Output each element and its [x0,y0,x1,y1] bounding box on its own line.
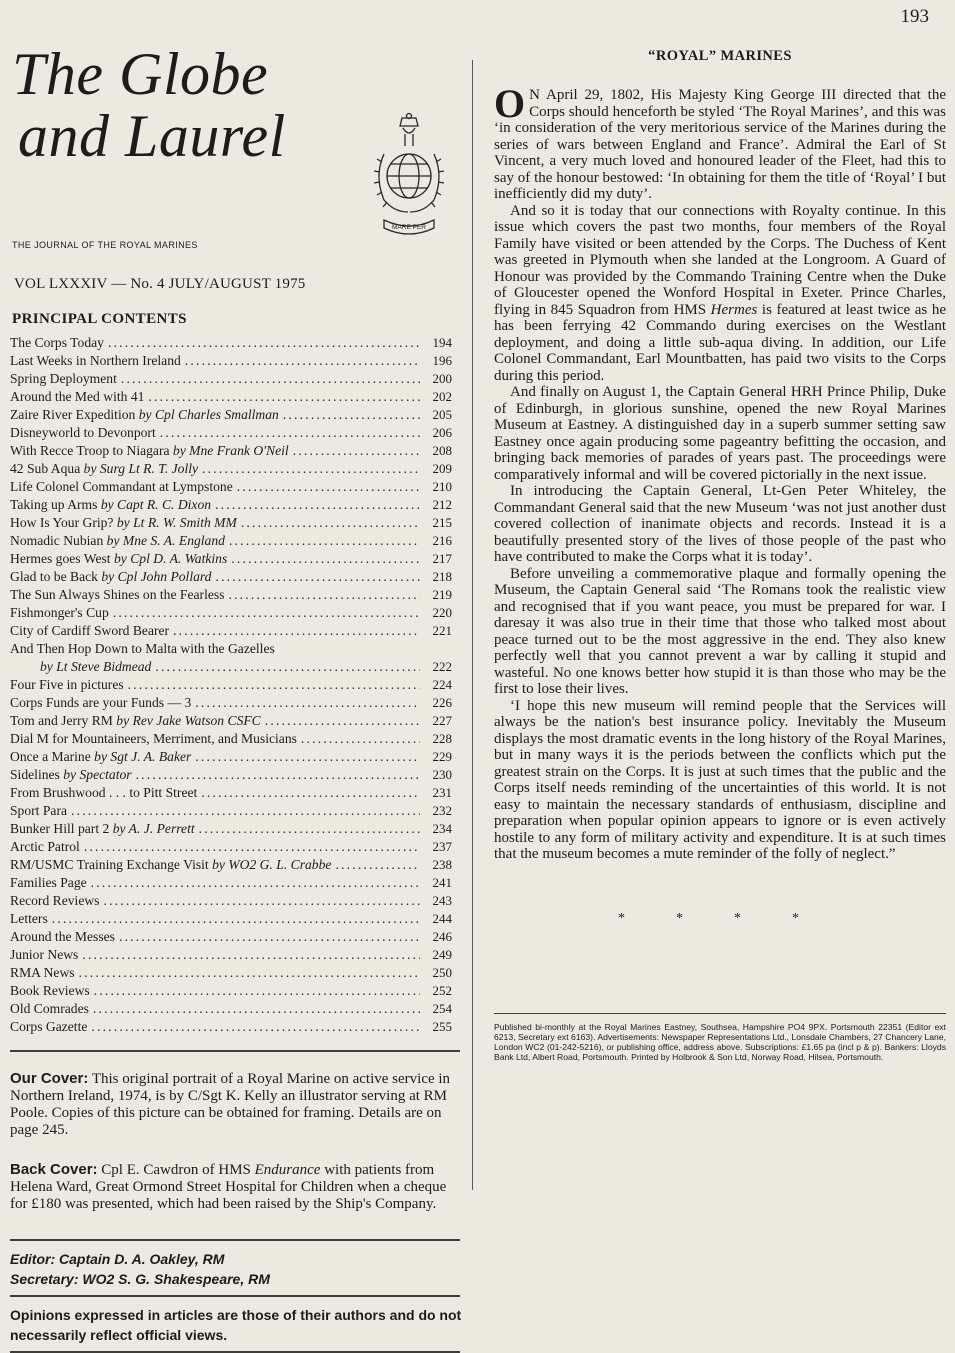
contents-entry-author: by Rev Jake Watson CSFC [116,713,261,728]
contents-entry-title: Hermes goes West by Cpl D. A. Watkins [10,551,228,566]
contents-entry-author: by Mne Frank O'Neil [172,443,289,458]
contents-entry-title: Around the Messes [10,929,115,944]
dot-leader [335,856,420,874]
contents-entry-page: 227 [432,713,452,728]
article-ship-name: Hermes [710,301,758,318]
page-number: 193 [900,6,929,27]
contents-entry-title: Life Colonel Commandant at Lympstone [10,479,233,494]
magazine-title-line-2: and Laurel [18,103,286,169]
dot-leader [201,784,420,802]
article-paragraph-3: And finally on August 1, the Captain General HRH Prince Philip, Duke of Edinburgh, in glorious sunshine, opened the new Royal Marines Museum at Eastney. A distinguished day in a superb summer setting saw Eastney once again producing some pageantry befitting the occasion, and bringing back memories of parades of years past. The proceedings were comparatively informal and will be covered pictorially in the next issue. [494,384,946,483]
contents-entry-page: 244 [432,911,452,926]
back-cover-text-after: with patients from Helena Ward, Great Ormond Street Hospital for Children when a cheque for £180 was presented, which had been raised by the Ship's Company. [10,1162,447,1212]
dot-leader [93,1000,420,1018]
contents-entry [10,334,462,352]
contents-entry-title: Old Comrades [10,1001,89,1016]
contents-entry [10,748,462,766]
dot-leader [195,694,420,712]
contents-list [10,334,462,1036]
contents-entry-author: by WO2 G. L. Crabbe [212,857,332,872]
article-title: “ROYAL” MARINES [648,48,792,64]
journal-tagline: THE JOURNAL OF THE ROYAL MARINES [12,240,198,250]
dot-leader [293,442,420,460]
dot-leader [195,748,420,766]
article-paragraph-2-part-b: is featured at least twice as he has been ferrying 42 Commando during exercises on the Westlant deployment, and doing a little sub-aqua diving. In addition, our Life Colonel Commandant, Earl Mountbatten, has paid two visits to the Corps during this period. [494,301,946,384]
dot-leader [91,1018,420,1036]
back-cover-note [10,1161,462,1213]
emblem-motto: MARE PER [392,224,426,231]
article-paragraph-1-text: N April 29, 1802, His Majesty King George III directed that the Corps should henceforth be styled ‘The Royal Marines’, and this was ‘in consideration of the very meritorious service of the Marines during the series of wars between England and France’. Admiral the Earl of St Vincent, a very much loved and honoured leader of the Fleet, had this to say of the honour bestowed: ‘In obtaining for them the title of ‘Royal’ I but inefficiently did my duty’. [494,87,946,202]
contents-entry-page: 196 [432,353,452,368]
contents-entry-page: 215 [432,515,452,530]
column-divider [472,60,473,1190]
contents-entry [10,946,462,964]
credits-rule-top [10,1239,460,1241]
contents-entry [10,460,462,478]
dot-leader [113,604,420,622]
contents-entry-title: Arctic Patrol [10,839,80,854]
contents-entry-page: 241 [432,875,452,890]
contents-entry [10,856,462,874]
dot-leader [185,352,420,370]
contents-entry [10,406,462,424]
contents-entry [10,496,462,514]
contents-entry-title: From Brushwood . . . to Pitt Street [10,785,198,800]
dot-leader [52,910,420,928]
contents-entry-title: RMA News [10,965,75,980]
dot-leader [228,586,420,604]
contents-entry-title: How Is Your Grip? by Lt R. W. Smith MM [10,515,237,530]
contents-entry [10,550,462,568]
contents-entry-title: Disneyworld to Devonport [10,425,156,440]
contents-entry-page: 206 [432,425,452,440]
contents-entry-author: by A. J. Perrett [112,821,195,836]
publication-rule [494,1013,946,1014]
contents-entry-page: 246 [432,929,452,944]
contents-entry-author: by Surg Lt R. T. Jolly [83,461,199,476]
our-cover-text: This original portrait of a Royal Marine on active service in Northern Ireland, 1974, is by C/Sgt K. Kelly an illustrator serving at RM Poole. Copies of this picture can be obtained for framing. Details are on page 245. [10,1071,451,1138]
magazine-title-line-1: The Globe [12,41,269,107]
dot-leader [82,946,420,964]
contents-entry-title: The Corps Today [10,335,104,350]
contents-entry-title: Letters [10,911,48,926]
contents-entry [10,514,462,532]
contents-entry-page: 249 [432,947,452,962]
contents-entry-page: 216 [432,533,452,548]
contents-entry [10,388,462,406]
contents-entry-title: Bunker Hill part 2 by A. J. Perrett [10,821,195,836]
credits-rule-bottom [10,1295,460,1297]
contents-entry-author: by Capt R. C. Dixon [100,497,212,512]
dot-leader [103,892,420,910]
contents-entry [10,658,462,676]
article-paragraph-6: ‘I hope this new museum will remind people that the Services will always be the nation's best insurance policy. Inevitably the Museum displays the most dramatic events in the long history of the Royal Marines, but in many ways it is the periods between the conflicts which put the greatest strain on the Corps. It is just at such times that the public and the Corps itself needs reminding of the uncertainties of this world. It is not easy to maintain the necessary standards of enthusiasm, discipline and preparation when popular opinion appears to ignore or is even actively hostile to any form of military activity and expenditure. It is at such times that the museum becomes a mute reminder of the folly of neglect.” [494,697,946,862]
contents-entry-page: 194 [432,335,452,350]
contents-entry [10,928,462,946]
contents-entry-page: 202 [432,389,452,404]
contents-entry-author: by Cpl Charles Smallman [138,407,279,422]
contents-entry-title: Record Reviews [10,893,100,908]
contents-entry-title: Spring Deployment [10,371,117,386]
contents-entry [10,640,462,658]
editor-credit: Editor: Captain D. A. Oakley, RM [10,1251,225,1267]
dot-leader [241,514,420,532]
contents-entry-page: 219 [432,587,452,602]
contents-entry-page: 228 [432,731,452,746]
contents-entry [10,910,462,928]
dot-leader [237,478,420,496]
contents-entry [10,352,462,370]
star-ornament: * [676,910,683,926]
our-cover-note [10,1070,462,1139]
contents-entry [10,532,462,550]
star-ornament: * [618,910,625,926]
contents-entry [10,1018,462,1036]
dot-leader [84,838,420,856]
opinion-disclaimer: Opinions expressed in articles are those of their authors and do not necessarily reflect official views. [10,1307,462,1343]
contents-entry-title: Fishmonger's Cup [10,605,109,620]
contents-entry-page: 229 [432,749,452,764]
contents-entry [10,586,462,604]
star-ornament: * [734,910,741,926]
contents-entry-title: 42 Sub Aqua by Surg Lt R. T. Jolly [10,461,199,476]
contents-entry-page: 200 [432,371,452,386]
contents-entry [10,892,462,910]
contents-entry-title: Four Five in pictures [10,677,124,692]
back-cover-label: Back Cover: [10,1161,98,1178]
contents-entry-title: RM/USMC Training Exchange Visit by WO2 G. L. Crabbe [10,857,332,872]
contents-entry-page: 224 [432,677,452,692]
contents-entry [10,838,462,856]
dot-leader [121,370,420,388]
back-cover-text-before: Cpl E. Cawdron of HMS [97,1162,255,1178]
contents-entry-page: 255 [432,1019,452,1034]
contents-entry-author: by Spectator [63,767,132,782]
contents-entry [10,820,462,838]
dot-leader [136,766,420,784]
contents-entry [10,694,462,712]
secretary-credit: Secretary: WO2 S. G. Shakespeare, RM [10,1271,270,1287]
dot-leader [128,676,420,694]
contents-entry-title: Once a Marine by Sgt J. A. Baker [10,749,192,764]
contents-entry [10,982,462,1000]
contents-entry-title: The Sun Always Shines on the Fearless [10,587,225,602]
contents-entry-page: 230 [432,767,452,782]
dot-leader [265,712,420,730]
contents-entry-title: Tom and Jerry RM by Rev Jake Watson CSFC [10,713,261,728]
contents-entry-title: Sport Para [10,803,68,818]
dot-leader [79,964,420,982]
contents-entry-author: by Lt Steve Bidmead [40,659,152,674]
dot-leader [173,622,420,640]
article-paragraph-1 [494,81,946,203]
contents-entry-page: 254 [432,1001,452,1016]
credits [10,1249,462,1289]
contents-entry [10,478,462,496]
contents-entry-author: by Lt R. W. Smith MM [116,515,237,530]
contents-entry [10,766,462,784]
contents-entry-page: 237 [432,839,452,854]
globe-and-laurel-emblem-icon [368,112,450,240]
contents-entry-title: With Recce Troop to Niagara by Mne Frank O'Neil [10,443,289,458]
contents-entry-page: 221 [432,623,452,638]
contents-entry [10,874,462,892]
contents-entry-page: 238 [432,857,452,872]
contents-entry [10,568,462,586]
dot-leader [215,496,420,514]
contents-entry-title: Glad to be Back by Cpl John Pollard [10,569,212,584]
contents-entry-title: Families Page [10,875,87,890]
contents-entry-page: 208 [432,443,452,458]
contents-entry [10,730,462,748]
contents-entry [10,784,462,802]
dot-leader [199,820,420,838]
contents-entry [10,370,462,388]
article-paragraph-2-part-a: And so it is today that our connections with Royalty continue. In this issue which covers the past two months, four members of the Royal Family have visited or been attended by the Corps. The Duchess of Kent was greeted in Plymouth when she landed at the Longroom. A Guard of Honour was provided by the Commando Training Centre when the Duke of Gloucester opened the Wonford Hospital in Exeter. Prince Charles, flying in 845 Squadron from HMS [494,202,946,318]
contents-entry-title: Around the Med with 41 [10,389,145,404]
contents-entry-page: 205 [432,407,452,422]
contents-entry [10,622,462,640]
contents-entry-page: 231 [432,785,452,800]
contents-entry-title: And Then Hop Down to Malta with the Gazelles [10,641,275,656]
dot-leader [160,424,420,442]
dot-leader [301,730,420,748]
contents-entry-page: 209 [432,461,452,476]
article-paragraph-5: Before unveiling a commemorative plaque and formally opening the Museum, the Captain General said ‘The Romans took the realistic view and recognised that if you want peace, you must be prepared for war. I daresay it was also true in their time that those who talked most about peace turned out to be the most aggressive in the end. They also knew perfectly well that you cannot prevent a war by calling it stupid and wasteful. No one knows better how stupid it is than those who may be the first to lose their lives. [494,565,946,697]
contents-entry-title: Dial M for Mountaineers, Merriment, and Musicians [10,731,297,746]
dot-leader [71,802,420,820]
contents-entry [10,442,462,460]
contents-entry-author: by Cpl John Pollard [101,569,212,584]
contents-entry [10,424,462,442]
contents-entry-title: City of Cardiff Sword Bearer [10,623,170,638]
contents-entry-title: Corps Gazette [10,1019,88,1034]
contents-heading: PRINCIPAL CONTENTS [12,311,187,327]
article-paragraph-2 [494,203,946,385]
volume-issue-line: VOL LXXXIV — No. 4 JULY/AUGUST 1975 [14,276,306,292]
dot-leader [231,550,420,568]
right-column [494,48,946,1062]
dot-leader [155,658,420,676]
contents-entry-author: by Sgt J. A. Baker [94,749,192,764]
contents-entry-title [10,658,151,676]
masthead [10,41,462,231]
contents-entry-page: 212 [432,497,452,512]
contents-entry-page: 252 [432,983,452,998]
contents-entry [10,964,462,982]
contents-entry-page: 222 [432,659,452,674]
contents-entry-page: 250 [432,965,452,980]
contents-entry-page: 217 [432,551,452,566]
back-cover-ship: Endurance [254,1162,321,1178]
contents-entry-page: 243 [432,893,452,908]
contents-entry [10,604,462,622]
contents-entry-page: 220 [432,605,452,620]
our-cover-label: Our Cover: [10,1070,89,1087]
dot-leader [94,982,420,1000]
contents-entry [10,712,462,730]
contents-entry-page: 218 [432,569,452,584]
contents-entry-title: Junior News [10,947,79,962]
left-column [10,41,462,1353]
dot-leader [215,568,420,586]
contents-entry-page: 210 [432,479,452,494]
publication-details: Published bi-monthly at the Royal Marines Eastney, Southsea, Hampshire PO4 9PX. Portsmouth 22351 (Editor ext 6213, Secretary ext 6163). Advertisements: Newspaper Representations Ltd., Lonsdale Chambers, 27 Chancery Lane, London WC2 (01-242-5216), or publishing office, address above. Subscriptions: £1.65 pa (incl p & p). Bankers: Lloyds Bank Ltd, Albert Road, Portsmouth. Printed by Holbrook & Son Ltd, Norway Road, Hilsea, Portsmouth. [494,1021,946,1063]
contents-entry-title: Nomadic Nubian by Mne S. A. England [10,533,225,548]
contents-entry [10,802,462,820]
contents-entry-author: by Mne S. A. England [106,533,225,548]
contents-entry [10,676,462,694]
article-paragraph-4: In introducing the Captain General, Lt-Gen Peter Whiteley, the Commandant General said that the new Museum ‘was not just another dust covered collection of inanimate objects and records. Instead it is a beautifully presented story of the lives of those people of the past who have contributed to make the Corps what it is today’. [494,483,946,565]
dot-leader [283,406,420,424]
contents-entry-title: Book Reviews [10,983,90,998]
dot-leader [91,874,420,892]
contents-entry-page: 234 [432,821,452,836]
contents-entry-author: by Cpl D. A. Watkins [113,551,228,566]
contents-entry-title: Taking up Arms by Capt R. C. Dixon [10,497,212,512]
contents-entry-page: 232 [432,803,452,818]
dot-leader [229,532,420,550]
contents-entry-page: 226 [432,695,452,710]
dot-leader [202,460,420,478]
contents-entry-title: Zaire River Expedition by Cpl Charles Smallman [10,407,279,422]
dot-leader [148,388,420,406]
contents-entry-title: Corps Funds are your Funds — 3 [10,695,192,710]
contents-entry-title: Sidelines by Spectator [10,767,132,782]
dot-leader [119,928,420,946]
star-ornament: * [792,910,799,926]
contents-entry-title: Last Weeks in Northern Ireland [10,353,181,368]
dot-leader [108,334,420,352]
contents-entry [10,1000,462,1018]
section-break-stars [494,911,946,927]
section-rule [10,1050,460,1052]
drop-cap: O [494,81,526,126]
